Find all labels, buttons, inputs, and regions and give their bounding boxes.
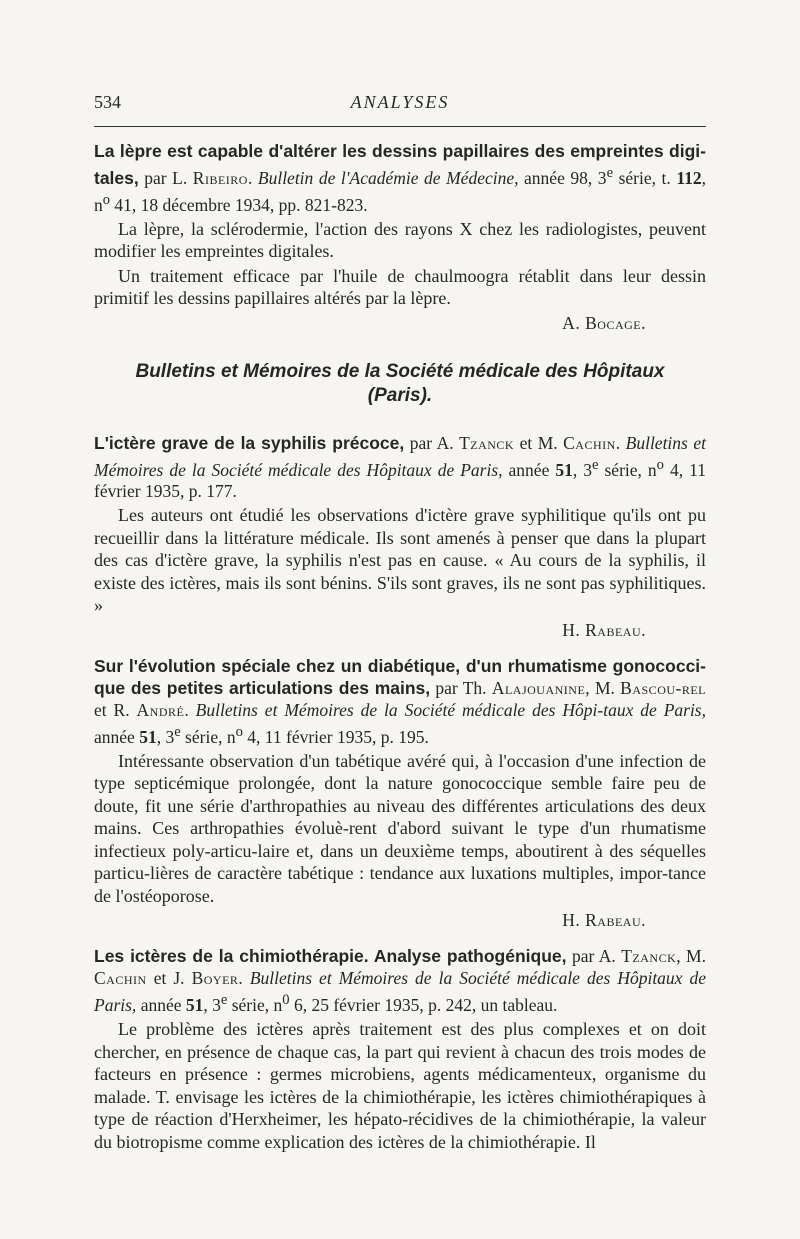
reference-text: 4, 11 février 1935, p. 177. bbox=[94, 459, 706, 502]
reference-text: série, n bbox=[227, 995, 283, 1016]
superscript: e bbox=[606, 165, 614, 181]
byline: , M. bbox=[676, 946, 706, 967]
journal: Bulletins et Mémoires de la Société médicale des Hôpitaux de Paris, bbox=[94, 968, 706, 1016]
reference-text: , 3 bbox=[156, 726, 175, 747]
entry-chimiotherapie bbox=[94, 945, 706, 1153]
author: Ribeiro bbox=[192, 167, 248, 188]
reference-text: série, t. bbox=[613, 167, 677, 188]
running-title: ANALYSES bbox=[350, 92, 450, 112]
author: Bascou-rel bbox=[620, 677, 707, 698]
superscript: o bbox=[102, 191, 111, 208]
reviewer-signature: H. Rabeau. bbox=[562, 619, 646, 640]
volume: 112 bbox=[676, 167, 702, 188]
reference-text: 6, 25 février 1935, p. 242, un tableau. bbox=[289, 995, 558, 1016]
reviewer-signature: A. Bocage. bbox=[562, 312, 646, 333]
volume: 51 bbox=[555, 459, 573, 480]
reference-text: série, n bbox=[180, 726, 236, 747]
abstract-paragraph: Le problème des ictères après traitement est des plus complexes et on doit chercher, en présence de chaque cas, la part qui revient à chacun des trois modes de facteurs en présence : germes microbiens, agents médicamenteux, organisme du malade. T. envisage les ictères de la chimiothérapie, les ictères chimiothérapiques à type de réaction d'Herxheimer, les hépato-récidives de la chimiothérapie, la valeur du biotropisme comme explication des ictères de la chimiothérapie. Il bbox=[94, 1019, 706, 1152]
superscript: 0 bbox=[282, 992, 290, 1009]
entry-heading bbox=[94, 945, 706, 1016]
reviewer-signature: H. Rabeau. bbox=[562, 910, 646, 931]
section-title-line: Bulletins et Mémoires de la Société médicale des Hôpitaux bbox=[135, 360, 665, 382]
entry-heading bbox=[94, 655, 706, 748]
author: Tzanck bbox=[459, 432, 515, 453]
superscript: e bbox=[592, 456, 599, 473]
entry-ictere-syphilis bbox=[94, 432, 706, 641]
separator: . bbox=[615, 432, 626, 453]
reference-text: année 98, 3 bbox=[518, 167, 607, 188]
reference-text: année bbox=[136, 995, 186, 1016]
reference-text: année bbox=[94, 726, 140, 747]
author: Alajouanine bbox=[491, 677, 586, 698]
reference-text: , 3 bbox=[572, 459, 592, 480]
entry-lepre bbox=[94, 140, 706, 334]
volume: 51 bbox=[185, 995, 204, 1016]
journal: Bulletins et Mémoires de la Société médicale des Hôpi-taux de Paris, bbox=[195, 699, 706, 720]
article-title: Les ictères de la chimiothérapie. Analyse pathogénique, bbox=[94, 946, 567, 967]
byline: par L. bbox=[138, 167, 193, 188]
abstract-paragraph: Un traitement efficace par l'huile de chaulmoogra rétablit dans leur dessin primitif les dessins papillaires altérés par la lèpre. bbox=[94, 265, 706, 309]
running-head bbox=[94, 92, 706, 116]
superscript: e bbox=[174, 723, 181, 740]
reference-text: 4, 11 février 1935, p. 195. bbox=[242, 726, 429, 747]
section-title bbox=[94, 360, 706, 408]
superscript: e bbox=[220, 992, 228, 1009]
separator: . bbox=[238, 968, 250, 989]
abstract-paragraph: La lèpre, la sclérodermie, l'action des rayons X chez les radiologistes, peuvent modifier les empreintes digitales. bbox=[94, 218, 706, 262]
page-content bbox=[94, 140, 706, 1167]
entry-heading bbox=[94, 140, 706, 216]
separator: . bbox=[184, 699, 196, 720]
superscript: o bbox=[235, 723, 243, 740]
article-title: L'ictère grave de la syphilis précoce, bbox=[94, 432, 405, 453]
abstract-paragraph: Intéressante observation d'un tabétique avéré qui, à l'occasion d'une infection de type septicémique prolongée, dont la nature gonococcique semble faire peu de doute, fit une série d'arthropathies au niveau des différentes articulations des deux mains. Ces arthropathies évoluè-rent d'abord suivant le type d'un rhumatisme infectieux poly-articu-laire et, dans un deuxième temps, aboutirent à des séquelles particu-lières de caractère tabétique : tendance aux luxations multiples, impor-tance de l'ostéoporose. bbox=[94, 750, 706, 906]
reference-text: , 3 bbox=[203, 995, 221, 1016]
byline: par A. bbox=[404, 432, 460, 453]
byline: et R. bbox=[94, 699, 137, 720]
volume: 51 bbox=[139, 726, 157, 747]
reference-text: série, n bbox=[598, 459, 657, 480]
byline: par Th. bbox=[430, 677, 492, 698]
reference-text: , n bbox=[94, 167, 706, 215]
author: Tzanck bbox=[621, 946, 677, 967]
reference-text: 41, 18 décembre 1934, pp. 821-823. bbox=[110, 194, 368, 215]
article-title: Sur l'évolution spéciale chez un diabétique, d'un rhumatisme gonococci-que des petites articulations des mains, bbox=[94, 655, 706, 698]
separator: . bbox=[247, 167, 258, 188]
reference-text: année bbox=[502, 459, 556, 480]
byline: , M. bbox=[585, 677, 621, 698]
page-number: 534 bbox=[94, 92, 121, 112]
entry-rhumatisme bbox=[94, 655, 706, 931]
author: Cachin bbox=[94, 968, 147, 989]
journal: Bulletin de l'Académie de Médecine, bbox=[257, 167, 519, 188]
journal: Bulletins et Mémoires de la Société médicale des Hôpitaux de Paris, bbox=[94, 432, 706, 480]
author: Boyer bbox=[191, 968, 239, 989]
byline: et J. bbox=[146, 968, 192, 989]
article-title: La lèpre est capable d'altérer les dessins papillaires des empreintes digi-tales, bbox=[94, 141, 706, 188]
entry-heading bbox=[94, 432, 706, 503]
superscript: o bbox=[656, 456, 664, 473]
header-rule bbox=[94, 126, 706, 127]
author: André bbox=[136, 699, 185, 720]
abstract-paragraph: Les auteurs ont étudié les observations d'ictère grave syphilitique qu'ils ont pu recueillir dans la littérature médicale. Ils sont amenés à penser que dans la plupart des cas d'ictère grave, la syphilis n'est pas en cause. « Au cours de la syphilis, il existe des ictères, mais ils sont bénins. S'ils sont graves, ils ne sont pas syphilitiques. » bbox=[94, 505, 706, 616]
byline: et M. bbox=[514, 432, 564, 453]
author: Cachin bbox=[563, 432, 616, 453]
section-subtitle: (Paris). bbox=[367, 384, 433, 406]
byline: par A. bbox=[566, 946, 622, 967]
